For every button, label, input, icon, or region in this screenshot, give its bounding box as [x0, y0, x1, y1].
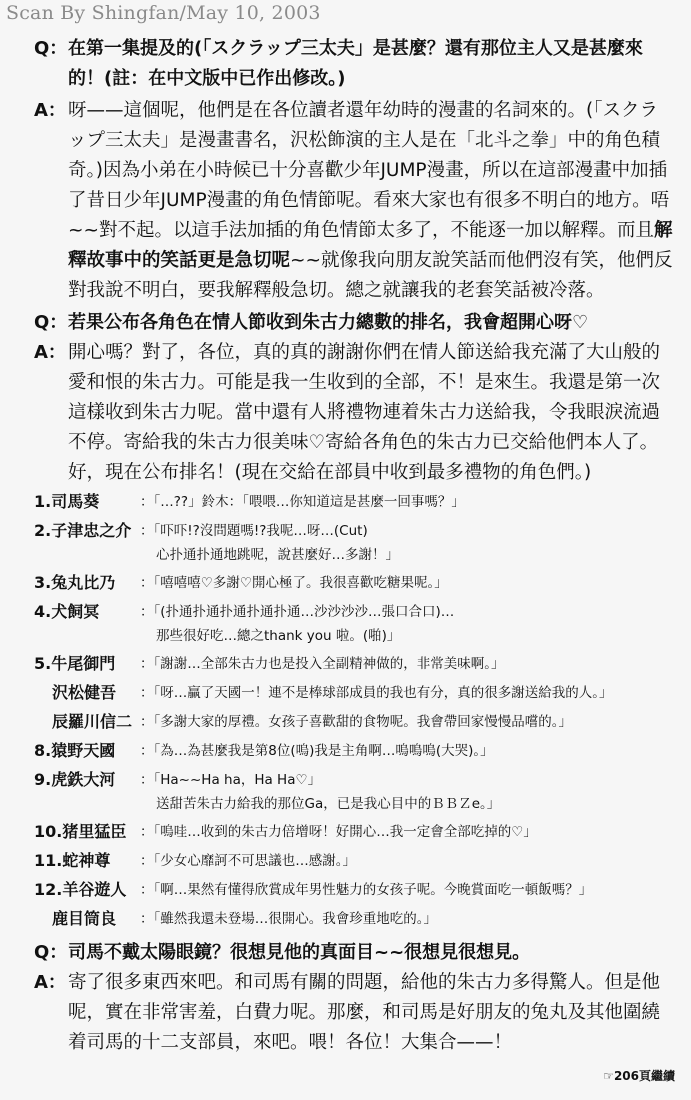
answer-2 [34, 338, 674, 488]
answer-text: 寄了很多東西來吧。和司馬有關的問題，給他的朱古力多得驚人。但是他呢，實在非常害羞，白費力呢。那麼，和司馬是好朋友的兔丸及其他圍繞着司馬的十二支部員，來吧。喂！各位！大集合——！ [68, 972, 661, 1053]
character-comment [140, 600, 674, 648]
comment-line: ：「Ha~~Ha ha，Ha Ha♡」 [140, 772, 322, 788]
answer-1 [34, 96, 674, 306]
q-label: Q： [34, 38, 68, 59]
character-name: 1.司馬葵 [34, 492, 100, 511]
character-name: 2.子津忠之介 [34, 521, 132, 540]
ranking-row [34, 739, 674, 768]
comment-continuation: 那些很好吃…總之thank you 啦。(啪)」 [156, 628, 401, 644]
character-comment [140, 652, 674, 676]
answer-text: 開心嗎？對了，各位，真的真的謝謝你們在情人節送給我充滿了大山般的愛和恨的朱古力。可能是我一生收到的全部，不！是來生。我還是第一次這樣收到朱古力呢。當中還有人將禮物連着朱古力送給我，令我眼淚流過不停。寄給我的朱古力很美味♡寄給各角色的朱古力已交給他們本人了。好，現在公布排名！(現在交給在部員中收到最多禮物的角色們。) [68, 342, 661, 483]
comment-line: ：「…??」鈴木：「喂喂…你知道這是甚麼一回事嗎？」 [140, 494, 465, 510]
answer-text-part: 呀——這個呢，他們是在各位讀者還年幼時的漫畫的名詞來的。(「スクラップ三太夫」是漫畫書名，沢松飾演的主人是在「北斗之拳」中的角色積奇。)因為小弟在小時候已十分喜歡少年JUMP漫畫，所以在這部漫畫中加插了昔日少年JUMP漫畫的角色情節呢。看來大家也有很多不明白的地方。唔~~對不起。以這手法加插的角色情節太多了，不能逐一加以解釋。而且 [68, 100, 670, 241]
a-label: A： [34, 972, 66, 993]
character-comment [140, 571, 674, 595]
character-name: 4.犬飼冥 [34, 602, 100, 621]
a-label: A： [34, 342, 66, 363]
character-comment [140, 739, 674, 763]
comment-line: ：「多謝大家的厚禮。女孩子喜歡甜的食物呢。我會帶回家慢慢品嚐的。」 [140, 714, 572, 730]
character-name: 3.兔丸比乃 [34, 573, 116, 592]
character-name: 9.虎鉄大河 [34, 770, 116, 789]
character-comment [140, 820, 674, 844]
chocolate-ranking-list [34, 490, 674, 936]
ranking-row [34, 878, 674, 907]
ranking-row [34, 820, 674, 849]
scan-watermark: Scan By Shingfan/May 10, 2003 [6, 2, 321, 24]
comment-line: ：「雖然我還未登場…很開心。我會珍重地吃的。」 [140, 911, 437, 927]
answer-3 [34, 968, 674, 1058]
character-name: 辰羅川信二 [52, 712, 133, 731]
character-comment [140, 490, 674, 514]
ranking-row [34, 571, 674, 600]
ranking-row [34, 710, 674, 739]
ranking-row [34, 907, 674, 936]
continued-on-page-note: ☞206頁繼續 [603, 1069, 675, 1083]
q-label: Q： [34, 942, 68, 963]
a-label: A： [34, 100, 66, 121]
question-3 [34, 938, 674, 968]
qa-content [34, 34, 674, 1058]
character-name: 8.猿野天國 [34, 741, 116, 760]
comment-line: ：「謝謝…全部朱古力也是投入全副精神做的，非常美味啊。」 [140, 656, 505, 672]
comment-line: ：「呀…贏了天國一！連不是棒球部成員的我也有分，真的很多謝送給我的人。」 [140, 685, 613, 701]
comment-continuation: 送甜苦朱古力給我的那位Ga，已是我心目中的ＢＢＺe。」 [156, 796, 501, 812]
character-comment [140, 878, 674, 902]
q-label: Q： [34, 312, 68, 333]
character-comment [140, 681, 674, 705]
ranking-row [34, 768, 674, 820]
character-comment [140, 519, 674, 567]
answer-text [68, 96, 674, 306]
comment-line: ：「少女心靡訶不可思議也…感謝。」 [140, 853, 356, 869]
comment-line: ：「啊…果然有懂得欣賞成年男性魅力的女孩子呢。今晚賞面吃一頓飯嗎？」 [140, 882, 593, 898]
character-name: 10.猪里猛臣 [34, 822, 127, 841]
comment-line: ：「嘻嘻嘻♡多謝♡開心極了。我很喜歡吃糖果呢。」 [140, 575, 448, 591]
character-name: 5.牛尾御門 [34, 654, 116, 673]
character-name: 12.羊谷遊人 [34, 880, 127, 899]
character-comment [140, 849, 674, 873]
character-name: 鹿目筒良 [52, 909, 117, 928]
comment-line: ：「(扑通扑通扑通扑通扑通…沙沙沙沙…張口合口)… [140, 604, 455, 620]
question-text: 司馬不戴太陽眼鏡？很想見他的真面目~~很想見很想見。 [68, 942, 531, 963]
character-comment [140, 907, 674, 931]
question-text: 在第一集提及的(「スクラップ三太夫」是甚麼？還有那位主人又是甚麼來的！(註：在中文版中已作出修改。) [68, 38, 643, 89]
character-name: 沢松健吾 [52, 683, 117, 702]
question-2 [34, 308, 674, 338]
comment-line: ：「為…為甚麼我是第8位(嗚)我是主角啊…嗚嗚嗚(大哭)。」 [140, 743, 494, 759]
ranking-row [34, 600, 674, 652]
answer-text-part: ~~就像我向朋友說笑話而他們沒有笑，他們反對我說不明白，要我解釋般急切。總之就讓我的老套笑話被冷落。 [68, 250, 673, 301]
ranking-row [34, 652, 674, 681]
ranking-row [34, 849, 674, 878]
character-comment [140, 768, 674, 816]
character-comment [140, 710, 674, 734]
ranking-row [34, 681, 674, 710]
comment-continuation: 心扑通扑通地跳呢，說甚麼好…多謝！」 [156, 547, 399, 563]
comment-line: ：「吓吓!?沒問題嗎!?我呢…呀…(Cut) [140, 523, 368, 539]
question-1 [34, 34, 674, 94]
comment-line: ：「嗚哇…收到的朱古力倍增呀！好開心…我一定會全部吃掉的♡」 [140, 824, 537, 840]
ranking-row [34, 519, 674, 571]
character-name: 11.蛇神尊 [34, 851, 111, 870]
question-text: 若果公布各角色在情人節收到朱古力總數的排名，我會超開心呀♡ [68, 312, 589, 333]
answer-text-bold: 解釋故事中的笑話更是急切呢 [68, 220, 673, 271]
ranking-row [34, 490, 674, 519]
